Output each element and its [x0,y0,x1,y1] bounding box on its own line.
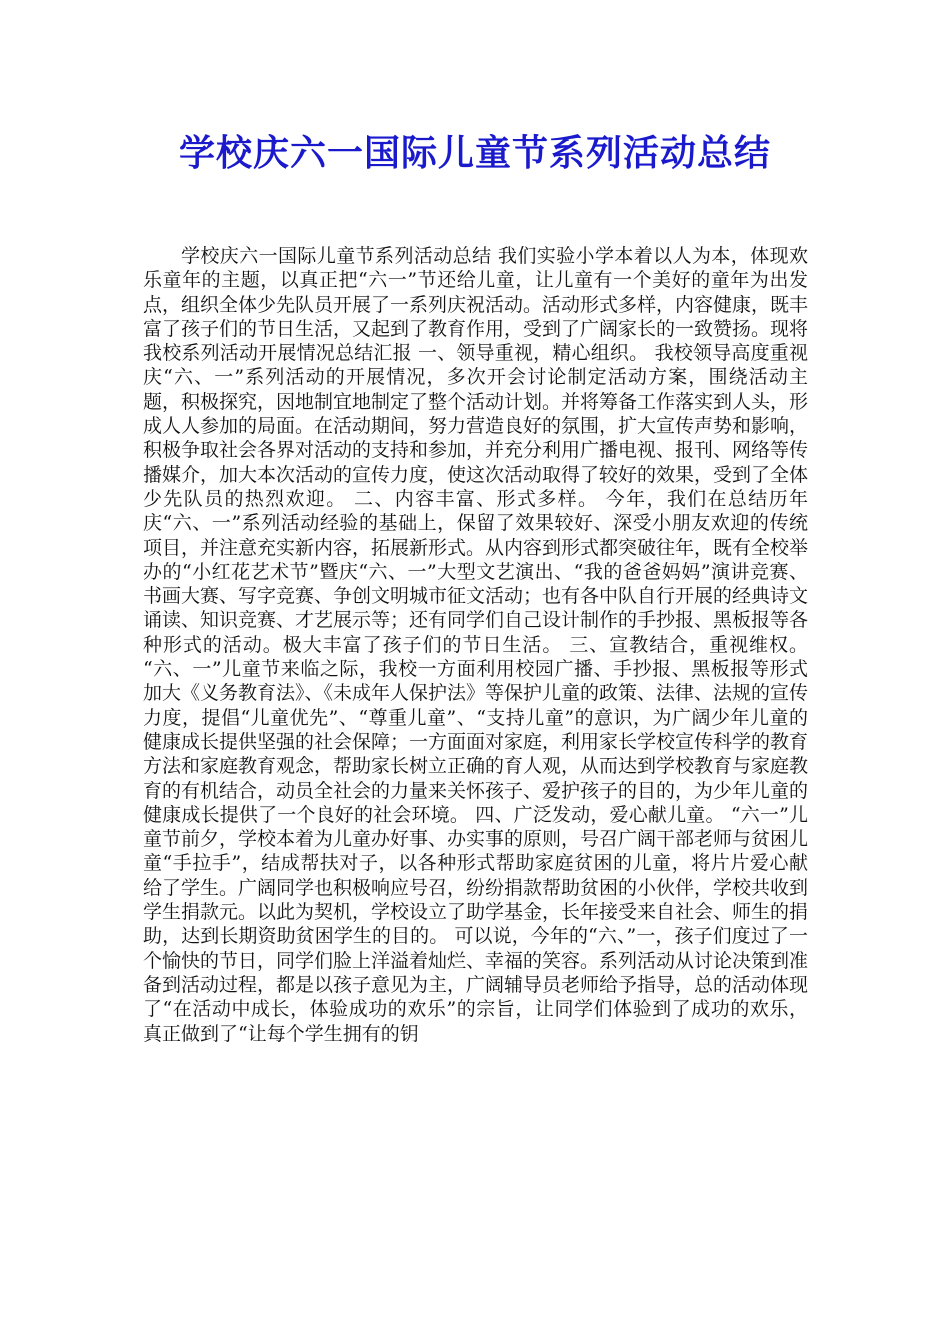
document-body-paragraph: 学校庆六一国际儿童节系列活动总结 我们实验小学本着以人为本，体现欢乐童年的主题，以真正把“六一”节还给儿童，让儿童有一个美好的童年为出发点，组织全体少先队员开展了一系列庆祝活动。活动形式多样，内容健康，既丰富了孩子们的节日生活，又起到了教育作用，受到了广阔家长的一致赞扬。现将我校系列活动开展情况总结汇报 一、领导重视，精心组织。 我校领导高度重视庆“六、一”系列活动的开展情况，多次开会讨论制定活动方案，围绕活动主题，积极探究，因地制宜地制定了整个活动计划。并将筹备工作落实到人头，形成人人参加的局面。在活动期间，努力营造良好的氛围，扩大宣传声势和影响，积极争取社会各界对活动的支持和参加，并充分利用广播电视、报刊、网络等传播媒介，加大本次活动的宣传力度，使这次活动取得了较好的效果，受到了全体少先队员的热烈欢迎。 二、内容丰富、形式多样。 今年，我们在总结历年庆“六、一”系列活动经验的基础上，保留了效果较好、深受小朋友欢迎的传统项目，并注意充实新内容，拓展新形式。从内容到形式都突破往年，既有全校举办的“小红花艺术节”暨庆“六、一”大型文艺演出、“我的爸爸妈妈”演讲竞赛、书画大赛、写字竞赛、争创文明城市征文活动；也有各中队自行开展的经典诗文诵读、知识竞赛、才艺展示等；还有同学们自己设计制作的手抄报、黑板报等各种形式的活动。极大丰富了孩子们的节日生活。 三、宣教结合，重视维权。 “六、一”儿童节来临之际，我校一方面利用校园广播、手抄报、黑板报等形式加大《义务教育法》、《未成年人保护法》等保护儿童的政策、法律、法规的宣传力度，提倡“儿童优先”、“尊重儿童”、“支持儿童”的意识，为广阔少年儿童的健康成长提供坚强的社会保障；一方面面对家庭，利用家长学校宣传科学的教育方法和家庭教育观念，帮助家长树立正确的育人观，从而达到学校教育与家庭教育的有机结合，动员全社会的力量来关怀孩子、爱护孩子的目的，为少年儿童的健康成长提供了一个良好的社会环境。 四、广泛发动，爱心献儿童。 “六一”儿童节前夕，学校本着为儿童办好事、办实事的原则，号召广阔干部老师与贫困儿童“手拉手”，结成帮扶对子，以各种形式帮助家庭贫困的儿童，将片片爱心献给了学生。广阔同学也积极响应号召，纷纷捐款帮助贫困的小伙伴，学校共收到学生捐款元。以此为契机，学校设立了助学基金，长年接受来自社会、师生的捐助，达到长期资助贫困学生的目的。 可以说，今年的“六、”一，孩子们度过了一个愉快的节日，同学们脸上洋溢着灿烂、幸福的笑容。系列活动从讨论决策到准备到活动过程，都是以孩子意见为主，广阔辅导员老师给予指导，总的活动体现了“在活动中成长，体验成功的欢乐”的宗旨，让同学们体验到了成功的欢乐，真正做到了“让每个学生拥有的钥 [143,245,809,1045]
document-title: 学校庆六一国际儿童节系列活动总结 [178,132,771,174]
